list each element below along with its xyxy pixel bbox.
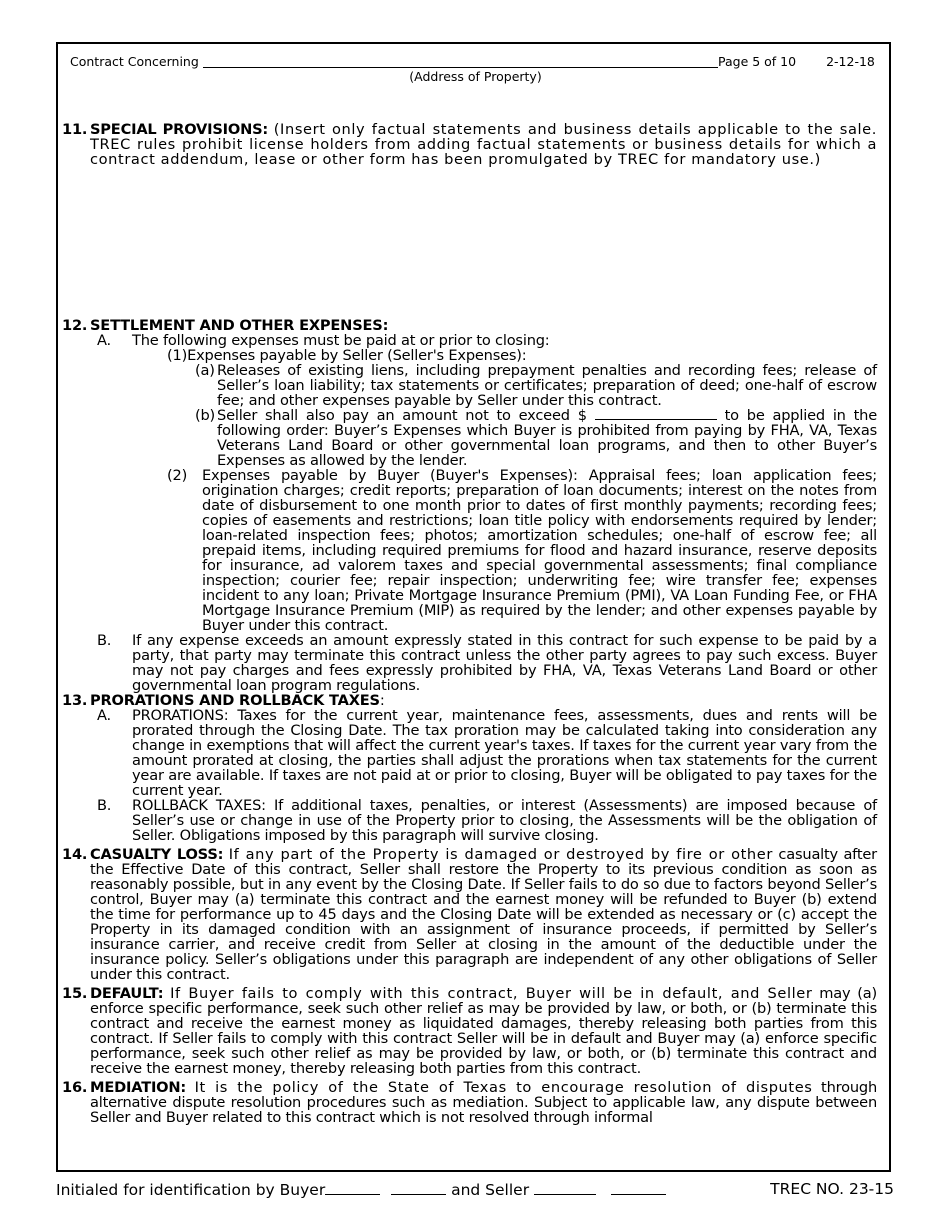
item-label: (2) (167, 467, 188, 484)
section-title: CASUALTY LOSS: (90, 846, 224, 863)
section-number: 13. (62, 692, 88, 709)
paragraph-text: If any expense exceeds an amount expressly stated in this contract for such expense to be paid by a party, that party may terminate this contract unless the other party agrees to pay such excess. Buyer may not pay charges and fees expressly prohibited by FHA, VA, Texas Veterans Land Board or other governmental loan program regulations. (132, 632, 877, 694)
form-date: 2-12-18 (826, 54, 875, 69)
section-15 (62, 986, 877, 1076)
buyer-initial-field-2[interactable] (391, 1180, 446, 1195)
trec-form-number: TREC NO. 23-15 (770, 1180, 894, 1198)
section-lead: It is the policy of the State of Texas to encourage resolution of disputes (194, 1079, 813, 1096)
section-11 (62, 122, 877, 314)
and-seller-label: and Seller (451, 1181, 530, 1199)
item-text: Expenses payable by Buyer (Buyer's Expenses): Appraisal fees; loan application fees; origination charges; credit reports; preparation of loan documents; interest on the notes from date of disbursement to one month prior to dates of first monthly payments; recording fees; copies of easements and restrictions; loan title policy with endorsements required by lender; loan-related inspection fees; photos; amortization schedules; one-half of escrow fee; all prepaid items, including required premiums for flood and hazard insurance, reserve deposits for insurance, ad valorem taxes and special governmental assessments; final compliance inspection; courier fee; repair inspection; underwriting fee; wire transfer fee; expenses incident to any loan; Private Mortgage Insurance Premium (PMI), VA Loan Funding Fee, or FHA Mortgage Insurance Premium (MIP) as required by the lender; and other expenses payable by Buyer under this contract. (202, 467, 877, 634)
paragraph-label: A. (97, 707, 111, 724)
subitem-text-rest: to be applied in the following order: Buyer’s Expenses which Buyer is prohibited from paying by FHA, VA, Texas Veterans Land Board or other governmental loan programs, and then to other Buyer’s Expenses as allowed by the lender. (217, 407, 877, 469)
item-label: (1) (167, 347, 188, 364)
initials-label: Initialed for identification by Buyer (56, 1181, 326, 1199)
paragraph-text: PRORATIONS: Taxes for the current year, maintenance fees, assessments, dues and rents will be prorated through the Closing Date. The tax proration may be calculated taking into consideration any change in exemptions that will affect the current year's taxes. If taxes for the current year vary from the amount prorated at closing, the parties shall adjust the prorations when tax statements for the current year are available. If taxes are not paid at or prior to closing, Buyer will be obligated to pay taxes for the current year. (132, 707, 877, 799)
section-text: (Insert only factual statements and business details applicable to the sale. TREC rules prohibit license holders from adding factual statements or business details for which a contract addendum, lease or other form has been promulgated by TREC for mandatory use.) (90, 121, 877, 168)
amount-field[interactable] (595, 408, 717, 420)
initials-footer (56, 1180, 894, 1199)
section-title: SPECIAL PROVISIONS: (90, 121, 269, 138)
seller-initial-field-1[interactable] (534, 1180, 596, 1195)
section-text: through alternative dispute resolution procedures such as mediation. Subject to applicable law, any dispute between Seller and Buyer related to this contract which is not resolved through informal (90, 1079, 877, 1126)
section-number: 14. (62, 846, 88, 863)
section-title: PRORATIONS AND ROLLBACK TAXES (90, 692, 380, 709)
seller-initial-field-2[interactable] (611, 1180, 666, 1195)
section-lead: If Buyer fails to comply with this contract, Buyer will be in default, and Seller (170, 985, 813, 1002)
paragraph-text: The following expenses must be paid at or prior to closing: (132, 332, 550, 349)
property-address-line[interactable] (203, 67, 718, 68)
section-number: 11. (62, 121, 88, 138)
paragraph-label: B. (97, 797, 112, 814)
buyer-initial-field-1[interactable] (325, 1180, 380, 1195)
section-number: 16. (62, 1079, 88, 1096)
paragraph-label: B. (97, 632, 112, 649)
section-number: 12. (62, 317, 88, 334)
section-title: SETTLEMENT AND OTHER EXPENSES: (90, 317, 389, 334)
section-text: may (a) enforce specific performance, seek such other relief as may be provided by law, or both, or (b) terminate this contract and receive the earnest money as liquidated damages, thereby releasing both parties from this contract. If Seller fails to comply with this contract Seller will be in default and Buyer may (a) enforce specific performance, seek such other relief as may be provided by law, or both, or (b) terminate this contract and receive the earnest money, thereby releasing both parties from this contract. (90, 985, 877, 1077)
item-2 (167, 468, 877, 633)
section-title-colon: : (379, 692, 385, 709)
section-number: 15. (62, 985, 88, 1002)
section-16 (62, 1080, 877, 1125)
paragraph-b (97, 633, 877, 693)
subitem-label: (b) (195, 407, 216, 424)
section-12 (62, 318, 877, 693)
page-number: Page 5 of 10 (718, 54, 797, 69)
section-14 (62, 847, 877, 982)
paragraph-label: A. (97, 332, 111, 349)
section-lead: If any part of the Property is damaged or destroyed by fire or other (228, 846, 773, 863)
item-text: Expenses payable by Seller (Seller's Expenses): (187, 347, 527, 364)
section-title: DEFAULT: (90, 985, 164, 1002)
contract-concerning-label: Contract Concerning (70, 54, 199, 69)
subitem-text: Releases of existing liens, including prepayment penalties and recording fees; release of Seller’s loan liability; tax statements or certificates; preparation of deed; one-half of escrow fee; and other expenses payable by Seller under this contract. (217, 362, 877, 409)
subitem-a (195, 363, 877, 408)
subitem-label: (a) (195, 362, 215, 379)
address-caption: (Address of Property) (409, 69, 542, 84)
paragraph-a (97, 708, 877, 798)
paragraph-a (97, 333, 877, 633)
item-1 (167, 348, 877, 468)
paragraph-b (97, 798, 877, 843)
page-frame (56, 42, 891, 1172)
subitem-text-lead: Seller shall also pay an amount not to exceed $ (217, 407, 587, 424)
subitem-b (195, 408, 877, 468)
paragraph-text: ROLLBACK TAXES: If additional taxes, penalties, or interest (Assessments) are imposed because of Seller’s use or change in use of the Property prior to closing, the Assessments will be the obligation of Seller. Obligations imposed by this paragraph will survive closing. (132, 797, 877, 844)
section-text: casualty after the Effective Date of this contract, Seller shall restore the Property to its previous condition as soon as reasonably possible, but in any event by the Closing Date. If Seller fails to do so due to factors beyond Seller’s control, Buyer may (a) terminate this contract and the earnest money will be refunded to Buyer (b) extend the time for performance up to 45 days and the Closing Date will be extended as necessary or (c) accept the Property in its damaged condition with an assignment of insurance proceeds, if permitted by Seller’s insurance carrier, and receive credit from Seller at closing in the amount of the deductible under the insurance policy. Seller’s obligations under this paragraph are independent of any other obligations of Seller under this contract. (90, 846, 877, 983)
subitem-text (217, 408, 877, 468)
contract-body (62, 122, 877, 1125)
page-info (718, 54, 875, 69)
section-title: MEDIATION: (90, 1079, 187, 1096)
section-13 (62, 693, 877, 843)
